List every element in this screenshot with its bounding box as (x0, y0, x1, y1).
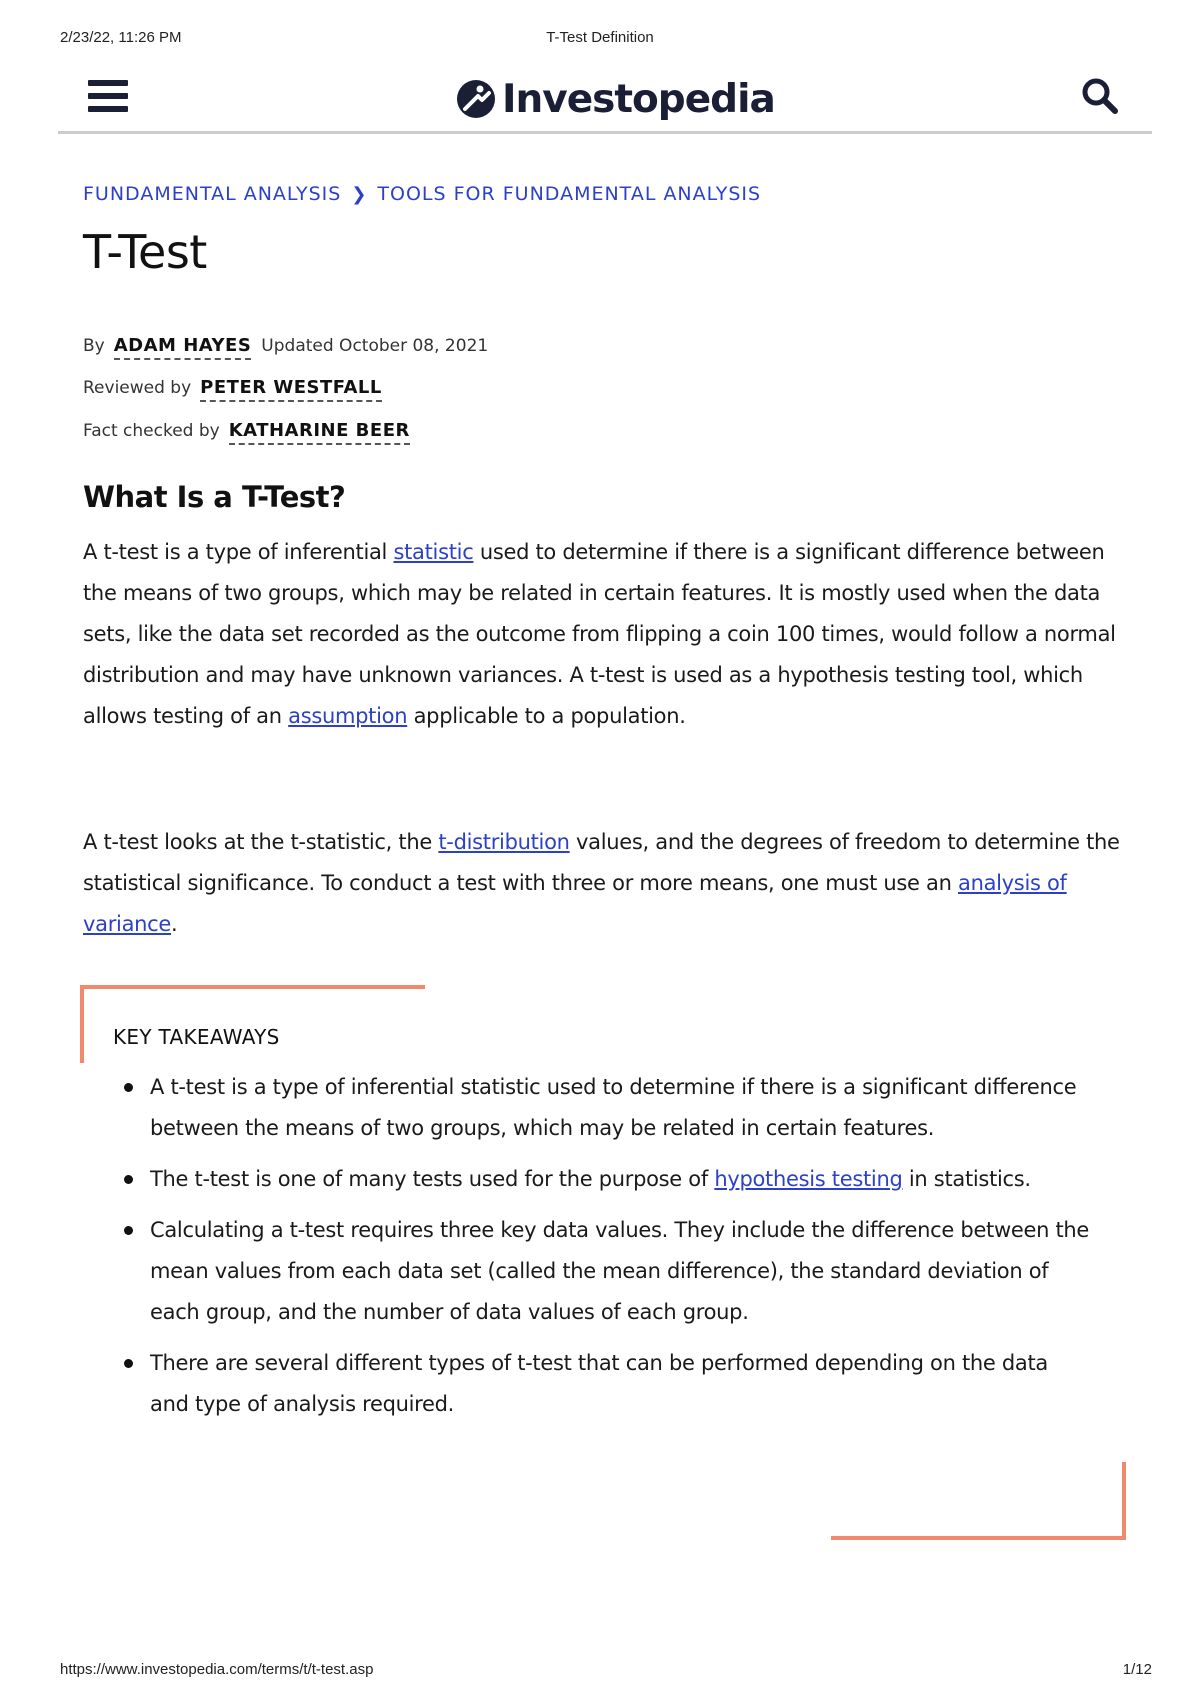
print-header-datetime: 2/23/22, 11:26 PM (60, 29, 182, 46)
section-heading: What Is a T-Test? (83, 480, 346, 514)
key-takeaways-border-top (80, 985, 425, 989)
print-header-title: T-Test Definition (546, 29, 654, 46)
key-takeaways-box (80, 985, 1126, 1540)
hamburger-menu-icon[interactable] (88, 80, 128, 112)
t-distribution-link[interactable]: t-distribution (438, 830, 570, 854)
investopedia-logo[interactable] (456, 72, 775, 126)
fact-checker-link[interactable]: KATHARINE BEER (229, 420, 410, 445)
assumption-link[interactable]: assumption (288, 704, 408, 728)
reviewer-link[interactable]: PETER WESTFALL (200, 377, 382, 402)
para1-text-1: A t-test is a type of inferential (83, 540, 394, 564)
second-paragraph (83, 822, 1123, 945)
para1-text-3: applicable to a population. (407, 704, 686, 728)
logo-text: Investopedia (502, 76, 775, 122)
para1-text-2: used to determine if there is a significant difference between the means of two groups, which may be related in certain features. It is mostly used when the data sets, like the data set recorded as the outcome from flipping a coin 100 times, would follow a normal distribution and may have unknown variances. A t-test is used as a hypothesis testing tool, which allows testing of an (83, 540, 1116, 728)
key-takeaway-item: Calculating a t-test requires three key data values. They include the difference between the mean values from each data set (called the mean difference), the standard deviation of each group, and the number of data values of each group. (150, 1210, 1090, 1333)
site-header (58, 62, 1152, 134)
page-title: T-Test (83, 225, 207, 279)
reviewed-by-label: Reviewed by (83, 378, 192, 398)
author-link[interactable]: ADAM HAYES (114, 335, 252, 360)
key-takeaways-heading: KEY TAKEAWAYS (113, 1025, 280, 1049)
logo-mark-icon (456, 79, 496, 119)
key-takeaways-border-right (1122, 1462, 1126, 1540)
para2-text-3: . (171, 912, 178, 936)
fact-checked-by-label: Fact checked by (83, 421, 220, 441)
intro-paragraph (83, 532, 1123, 737)
key-takeaway-item: There are several different types of t-test that can be performed depending on the data and type of analysis required. (150, 1343, 1090, 1425)
para2-text-1: A t-test looks at the t-statistic, the (83, 830, 439, 854)
byline-reviewer-row (83, 377, 392, 402)
key-takeaways-list (150, 1067, 1090, 1435)
para2-text-2: values, and the degrees of freedom to determine the statistical significance. To conduct a test with three or more means, one must use an (83, 830, 1120, 895)
breadcrumb (83, 183, 761, 205)
by-label: By (83, 336, 105, 356)
key-takeaway-item (150, 1159, 1090, 1200)
chevron-right-icon: ❯ (351, 183, 368, 205)
print-footer-page-number: 1/12 (1122, 1661, 1152, 1678)
key-takeaways-border-left (80, 985, 84, 1063)
hypothesis-testing-link[interactable]: hypothesis testing (714, 1167, 903, 1191)
key-takeaways-border-bottom (831, 1536, 1126, 1540)
breadcrumb-item-tools-for-fundamental-analysis[interactable]: TOOLS FOR FUNDAMENTAL ANALYSIS (377, 183, 762, 205)
search-icon[interactable] (1080, 76, 1120, 116)
updated-date: Updated October 08, 2021 (261, 336, 489, 356)
statistic-link[interactable]: statistic (393, 540, 474, 564)
breadcrumb-item-fundamental-analysis[interactable]: FUNDAMENTAL ANALYSIS (83, 183, 342, 205)
byline-author-row (83, 335, 488, 360)
analysis-of-variance-link[interactable]: analysis of variance (83, 871, 1067, 936)
byline-fact-checker-row (83, 420, 420, 445)
key-takeaway-text: The t-test is one of many tests used for the purpose of (150, 1167, 715, 1191)
key-takeaway-text: in statistics. (902, 1167, 1031, 1191)
key-takeaway-item: A t-test is a type of inferential statistic used to determine if there is a significant difference between the means of two groups, which may be related in certain features. (150, 1067, 1090, 1149)
print-footer-url: https://www.investopedia.com/terms/t/t-test.asp (60, 1661, 374, 1678)
